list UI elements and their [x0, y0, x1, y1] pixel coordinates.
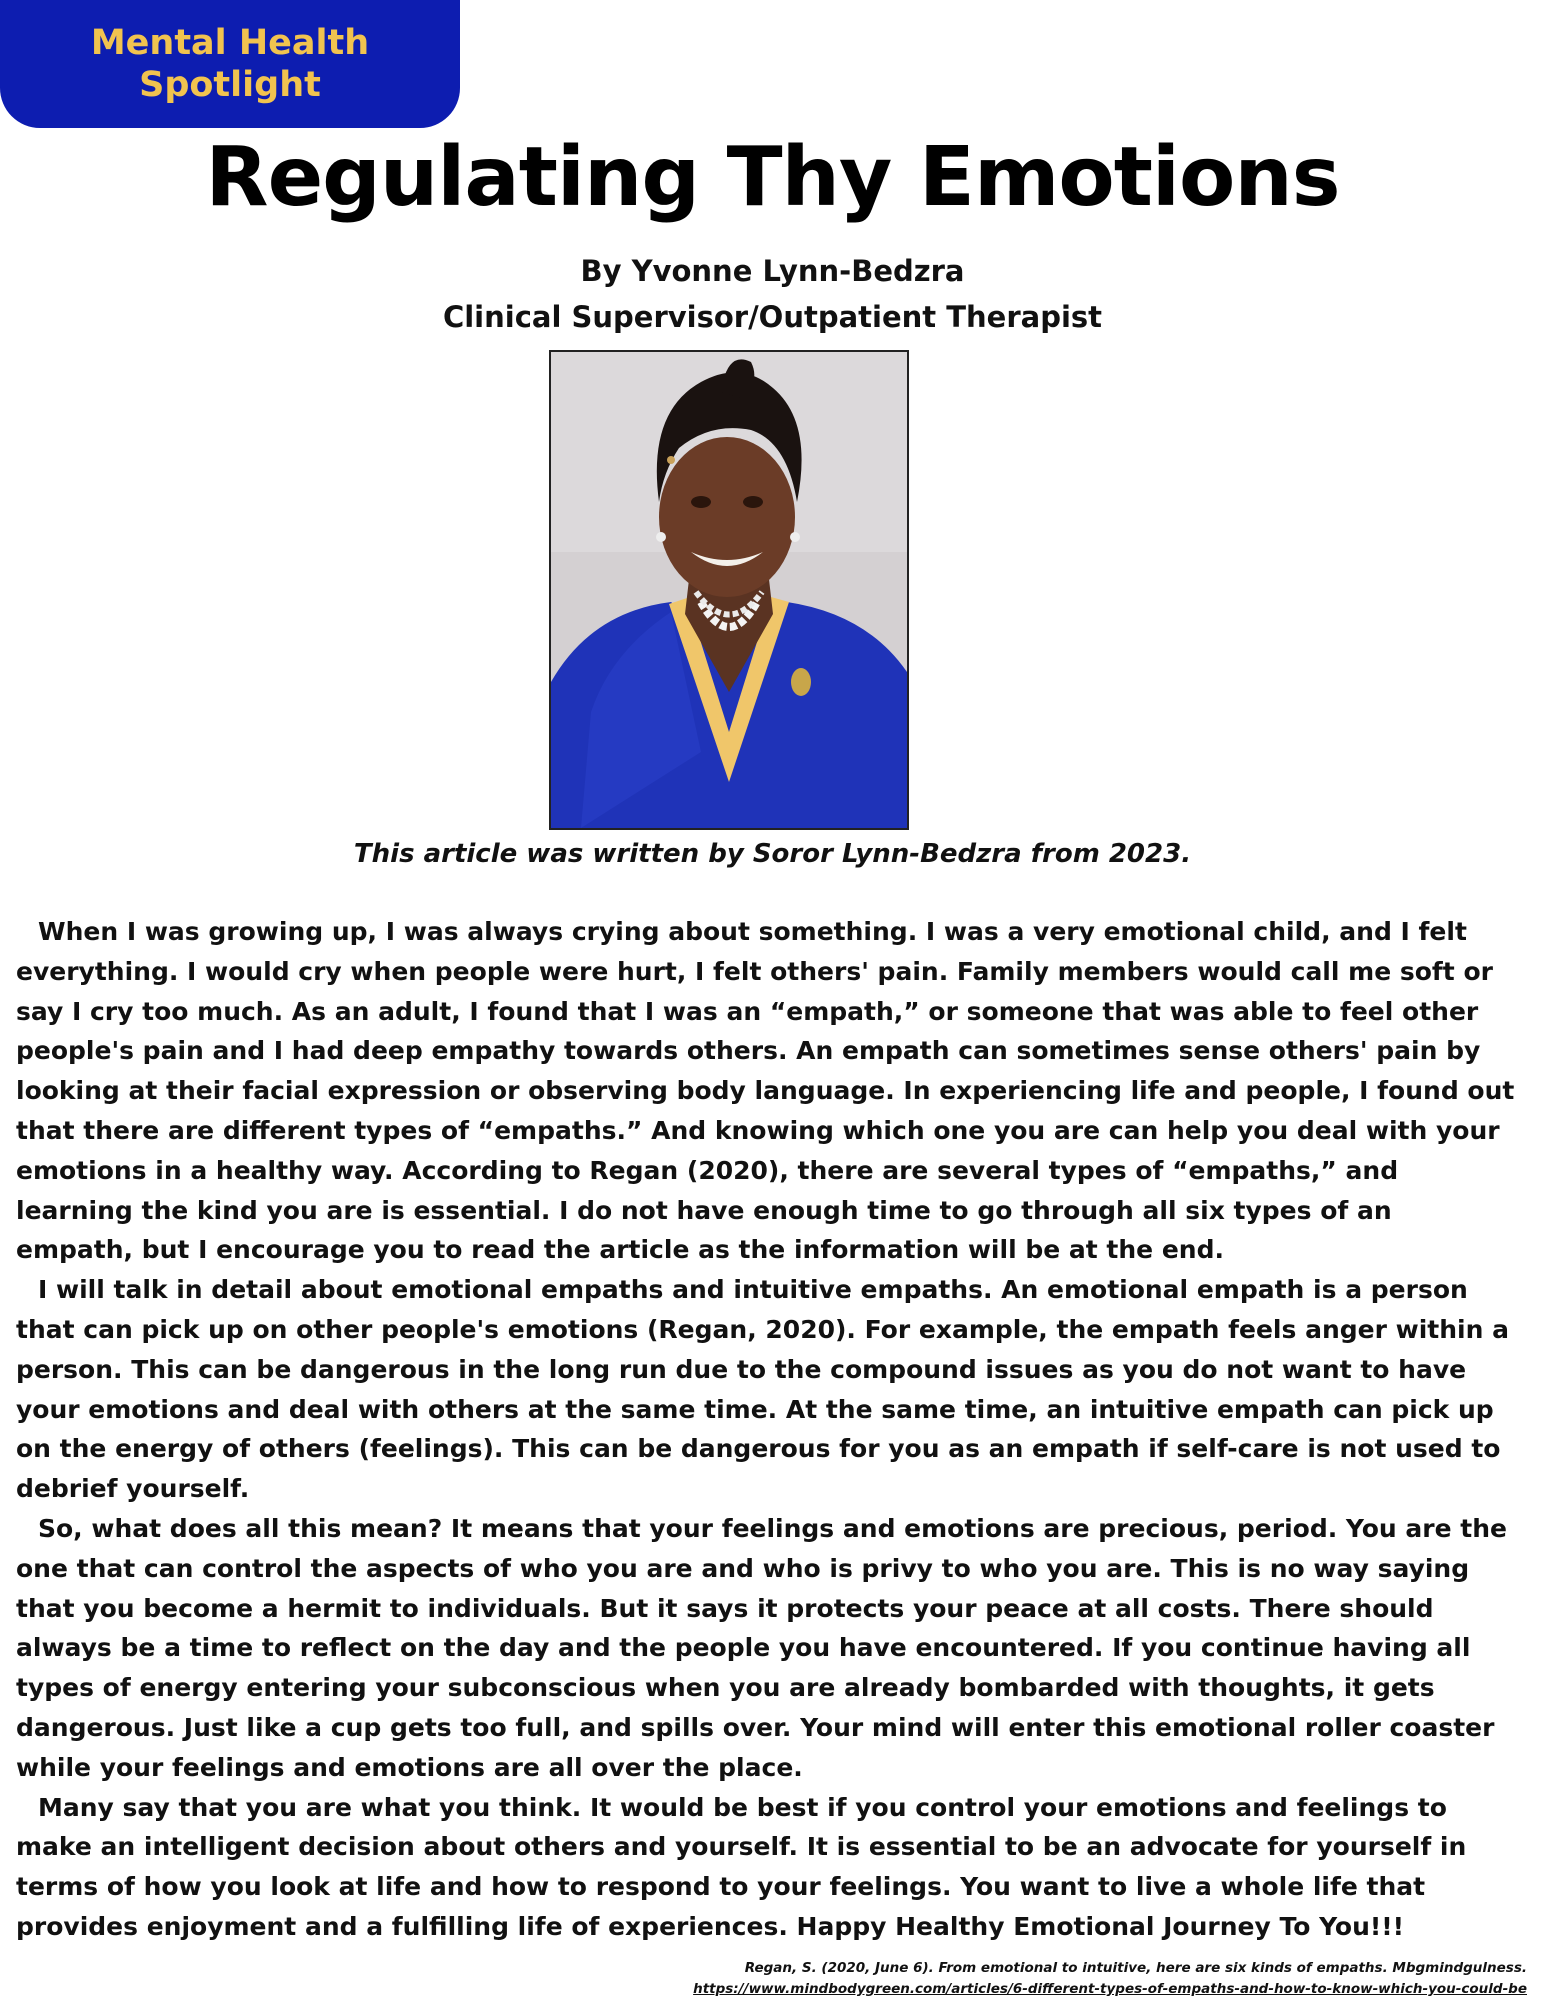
author-byline [0, 248, 1545, 340]
photo-caption: This article was written by Soror Lynn-Bedzra from 2023. [353, 839, 1192, 869]
author-name: By Yvonne Lynn-Bedzra [580, 254, 965, 288]
section-badge [0, 0, 460, 128]
citation-text: Regan, S. (2020, June 6). From emotional to intuitive, here are six kinds of empaths. Mbgmindgulness. [744, 1960, 1527, 1976]
author-portrait-icon [551, 352, 907, 828]
article-body [16, 912, 1516, 1947]
badge-line-1: Mental Health [90, 23, 370, 63]
author-role: Clinical Supervisor/Outpatient Therapist [442, 300, 1103, 334]
badge-line-2: Spotlight [139, 65, 321, 105]
paragraph: When I was growing up, I was always crying about something. I was a very emotional child, and I felt everything. I would cry when people were hurt, I felt others' pain. Family members would call me soft or say I cry too much. As an adult, I found that I was an “empath,” or someone that was able to feel other people's pain and I had deep empathy towards others. An empath can sometimes sense others' pain by looking at their facial expression or observing body language. In experiencing life and people, I found out that there are different types of “empaths.” And knowing which one you are can help you deal with your emotions in a healthy way. According to Regan (2020), there are several types of “empaths,” and learning the kind you are is essential. I do not have enough time to go through all six types of an empath, but I encourage you to read the article as the information will be at the end. [16, 917, 1515, 1265]
paragraph: Many say that you are what you think. It would be best if you control your emotions and feelings to make an intelligent decision about others and yourself. It is essential to be an advocate for yourself in terms of how you look at life and how to respond to your feelings. You want to live a whole life that provides enjoyment and a fulfilling life of experiences. Happy Healthy Emotional Journey To You!!! [16, 1792, 1467, 1941]
article-title: Regulating Thy Emotions [205, 130, 1340, 225]
reference-citation [693, 1958, 1527, 2000]
paragraph: So, what does all this mean? It means that your feelings and emotions are precious, period. You are the one that can control the aspects of who you are and who is privy to who you are. This is no way saying that you become a hermit to individuals. But it says it protects your peace at all costs. There should always be a time to reflect on the day and the people you have encountered. If you continue having all types of energy entering your subconscious when you are already bombarded with thoughts, it gets dangerous. Just like a cup gets too full, and spills over. Your mind will enter this emotional roller coaster while your feelings and emotions are all over the place. [16, 1513, 1507, 1782]
citation-link[interactable]: https://www.mindbodygreen.com/articles/6-different-types-of-empaths-and-how-to-know-which-you-could-be [693, 1981, 1527, 1997]
author-photo [549, 350, 909, 830]
paragraph: I will talk in detail about emotional empaths and intuitive empaths. An emotional empath is a person that can pick up on other people's emotions (Regan, 2020). For example, the empath feels anger within a person. This can be dangerous in the long run due to the compound issues as you do not want to have your emotions and deal with others at the same time. At the same time, an intuitive empath can pick up on the energy of others (feelings). This can be dangerous for you as an empath if self-care is not used to debrief yourself. [16, 1275, 1509, 1504]
